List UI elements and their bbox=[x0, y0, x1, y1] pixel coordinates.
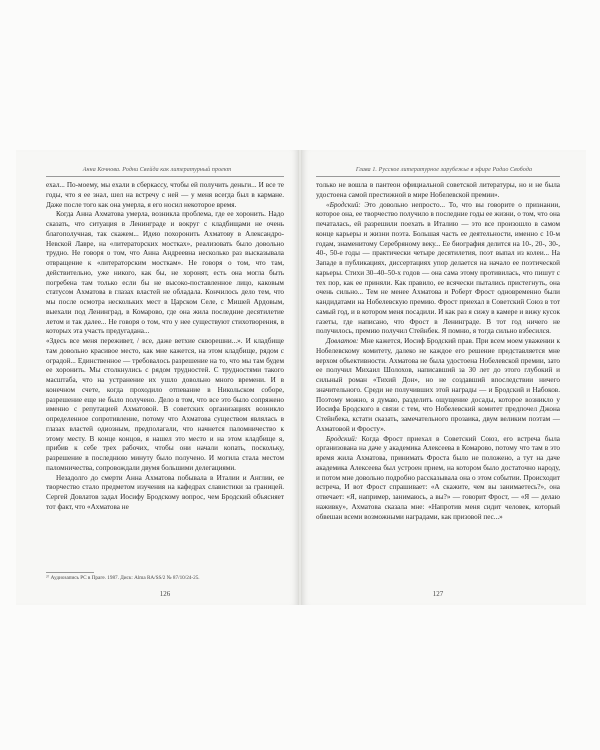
right-paragraph-text: Это довольно непросто... То, что вы говорите о признании, которое она, ее творчество получило в последние годы ее жизни, о том, что она печаталась, ей разрешили поехать в Италию — это все произошло в самом конце карьеры и жизни поэта. Большая часть ее деятельности, именно с 10-м годам, знаменитому Серебряному веку... Ее биография делится на 10-, 20-, 30-, 40-, 50-е годы — практически четыре десятилетия, поэт выпал из колеи... На Западе в публикациях, диссертациях упор делается на начало ее поэтической карьеры. Стихи 30–40–50-х годов — она сама этому противилась, что пишут с тех пор, как ее приняли. Как правило, ее всячески пытались пристегнуть, она очень сильно... Тем не менее Ахматова и Роберт Фрост одновременно были кандидатами на Нобелевскую премию. Фрост приехал в Советский Союз в тот самый год, и в котором меня посадили. И как раз я сижу в камере и вижу кусок газеты, где написано, что Фрост в Ленинграде. В тот год ничего не получилось, премию получил Стейнбек. Я помню, я тогда сильно взбесился. bbox=[316, 200, 560, 336]
right-paragraph bbox=[316, 201, 560, 338]
left-paragraph: Незадолго до смерти Анна Ахматова побывала в Италии и Англии, ее творчество стало предметом изучения на кафедрах славистики за границей. Сергей Довлатов задал Иосифу Бродскому вопрос, чем Бродский объясняет тот факт, что «Ахматова не bbox=[46, 473, 284, 511]
right-page bbox=[302, 150, 586, 605]
left-page bbox=[16, 150, 298, 605]
left-paragraph: ехал... По-моему, мы ехали в сберкассу, чтобы ей получить деньги... И все те годы, что я ее знал, шел на встречу с ней — у меня всегда был в кармане. Даже после того как она умерла, я его носил некоторое время. bbox=[46, 181, 284, 209]
speaker-label: «Бродский: bbox=[326, 200, 361, 209]
right-paragraph bbox=[316, 435, 560, 523]
right-head-rule bbox=[316, 176, 560, 177]
footnote-rule bbox=[46, 572, 94, 573]
left-page-number: 126 bbox=[159, 590, 171, 598]
left-head-rule bbox=[46, 176, 284, 177]
right-paragraph-text: Мне кажется, Иосиф Бродский прав. При всем моем уважении к Нобелевскому комитету, далеко не каждое его решение представляется мне верхом объективности. Ахматова не была удостоена Нобелевской премии, зато ее получил Михаил Шолохов, написавший за 30 лет до этого глубокий и сильный роман «Тихий Дон», но не создавший впоследствии ничего значительного. Среди не получивших этой награды — и Бродский и Набоков. Поэтому можно, я думаю, разделить ощущение досады, которое возникло у Иосифа Бродского в связи с тем, что Нобелевский комитет предпочел Джона Стейнбека, кстати сказать, замечательного прозаика, двум великим поэтам — Ахматовой и Фросту». bbox=[316, 337, 561, 433]
left-paragraph: Когда Анна Ахматова умерла, возникла проблема, где ее хоронить. Надо сказать, что ситуация в Ленинграде и вокруг с кладбищами не очень благополучная, так скажем... Идею похоронить Ахматову в Александро-Невской Лавре, на «литераторских мостках», реализовать было довольно трудно. Не говоря о том, что Анна Андреевна несколько раз высказывала отвращение к «литераторским мосткам». Не говоря о том, что там, действительно, уже никого, как бы, не хоронят, есть она могла быть погребена там только если бы не высоко-поставленное лицо, каковым статусом Ахматова в глазах властей не обладала. Кончилось дело тем, что мы после осмотра нескольких мест в Царском Селе, с Мишей Ардовым, выехали под Ленинград, в Комарово, где она жила последние десятилетие летом и так далее... Не говоря о том, что у нее существуют стихотворения, в которых эта участь предугадана... bbox=[46, 210, 284, 336]
right-body-text bbox=[316, 181, 560, 522]
speaker-label: Бродский: bbox=[326, 434, 358, 443]
left-paragraph: «Здесь все меня переживет, / все, даже ветхие скворешни...». И кладбище там довольно красивое место, как мне кажется, на этом кладбище, рядом с оградой... Единственное — требовалось разрешение на то, что мы там будем ее хоронить. Мы столкнулись с рядом трудностей. С трудностями такого масштаба, что на устранение их ушло довольно много времени. И в конечном счете, когда проходило отпевание в Никольском соборе, разрешение еще не было получено. Дело в том, что все это было сопряжено именно с репутацией Ахматовой. В советских организациях возникло определенное сопротивление, потому что Ахматова существом являлась в глазах властей одиозным, предполагали, что начнется паломничество к этому месту. В конце концов, я нашел это место и на этом кладбище я, прибив к себе трех рабочих, чтобы они начали копать, поскольку, разрешение в последнюю минуту было получено. И могила стала местом паломничества, сопровождали двумя большими делегациями. bbox=[46, 337, 284, 472]
speaker-label: Довлатов: bbox=[326, 337, 359, 345]
left-running-head: Анна Кочнова. Родни Свейда как литературный проект bbox=[82, 167, 232, 173]
footnote: ²⁷ Аудиозапись РС в Праге. 1987. Диск: Alma RA/SS/2 № 87/10/24-25. bbox=[46, 575, 200, 581]
right-running-head: Глава 1. Русское литературное зарубежье в эфире Радио Свобода bbox=[355, 167, 533, 173]
right-paragraph bbox=[316, 337, 560, 435]
right-paragraph-text: Когда Фрост приехал в Советский Союз, его встреча была организована на даче у академика Алексеева в Комарово, потому что там в это время жила Ахматова, принимать Фроста было не положено, а тут на даче академика Алексеева был устроен прием, на котором было достаточно народу, и потом мне довольно подробно рассказывала она о этом событии. Происходит встреча, И вот Фрост спрашивает: «А скажите, чем вы занимаетесь?», она отвечает: «Я, например, занимаюсь, а вы?» — говорит Фрост, — «Я — делаю наживку», Ахматова сказала мне: «Напротив меня сидит человек, который обвешан всеми возможными наградами, как призовой пес...» bbox=[316, 434, 560, 521]
right-paragraph-text: только не вошла в пантеон официальной советской литературы, но и не была удостоена самой престижной в мире Нобелевской премии». bbox=[316, 181, 560, 199]
left-body-text bbox=[46, 181, 284, 513]
right-page-number: 127 bbox=[432, 590, 444, 598]
right-paragraph bbox=[316, 181, 560, 201]
